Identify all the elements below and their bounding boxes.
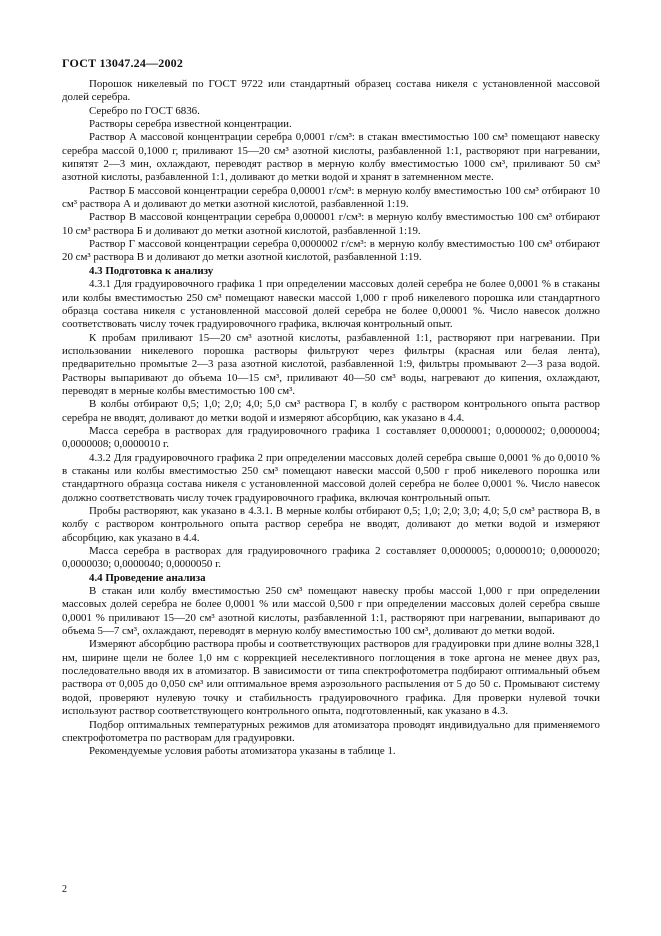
paragraph-samples-dissolve: Пробы растворяют, как указано в 4.3.1. В мерные колбы отбирают 0,5; 1,0; 2,0; 3,0; 4,0; 5,0 см³ раствора В, в колбу с раствором контрольного опыта раствор серебра не вводят, доливают до метки водой и измеряют абсорбцию, как указано в 4.4. <box>62 505 600 544</box>
paragraph-4-3-2: 4.3.2 Для градуировочного графика 2 при определении массовых долей серебра свыше 0,0001 % до 0,0010 % в стаканы или колбы вместимостью 250 см³ помещают навески массой 0,500 г проб никелевого порошка или стандартного образца состава никеля с установленной массовой долей серебра не более 0,0001 %. Число навесок должно соответствовать числу точек градуировочного графика, включая контрольный опыт. <box>62 451 600 504</box>
paragraph-recommended-conditions: Рекомендуемые условия работы атомизатора указаны в таблице 1. <box>89 745 396 758</box>
paragraph-nickel-powder: Порошок никелевый по ГОСТ 9722 или стандартный образец состава никеля с установленной массовой долей серебра. <box>62 78 600 104</box>
document-header: ГОСТ 13047.24—2002 <box>62 56 184 70</box>
paragraph-silver: Серебро по ГОСТ 6836. <box>89 104 200 117</box>
section-heading-4-4: 4.4 Проведение анализа <box>89 571 206 584</box>
paragraph-solution-b: Раствор Б массовой концентрации серебра 0,00001 г/см³: в мерную колбу вместимостью 100 см³ отбирают 10 см³ раствора А и доливают до метки азотной кислотой, разбавленной 1:19. <box>62 184 600 211</box>
document-body <box>62 78 600 759</box>
paragraph-sample-preparation: В стакан или колбу вместимостью 250 см³ помещают навеску пробы массой 1,000 г при определении массовых долей серебра не более 0,0001 % или массой 0,500 г при определении массовых долей серебра свыше 0,0001 % приливают 15—20 см³ азотной кислоты, разбавленной 1:1, растворяют при нагревании, выпаривают до объема 5—7 см³, охлаждают, переводят в мерную колбу вместимостью 100 см³, доливают до метки водой. <box>62 585 600 638</box>
paragraph-solution-v: Раствор В массовой концентрации серебра 0,000001 г/см³: в мерную колбу вместимостью 100 см³ отбирают 10 см³ раствора Б и доливают до метки азотной кислотой, разбавленной 1:19. <box>62 211 600 237</box>
section-heading-4-3: 4.3 Подготовка к анализу <box>89 264 214 277</box>
page-number: 2 <box>62 884 67 895</box>
paragraph-acid-dissolution: К пробам приливают 15—20 см³ азотной кислоты, разбавленной 1:1, растворяют при нагревании. При использовании никелевого порошка растворы фильтруют через фильтры (красная или белая лента), предварительно промытые 2—3 раза азотной кислотой, разбавленной 1:9, фильтры промывают 2—3 раза водой. Растворы выпаривают до объема 10—15 см³, приливают 40—50 см³ воды, нагревают до кипения, охлаждают, переводят в мерные колбы вместимостью 100 см³. <box>62 331 600 397</box>
paragraph-mass-graph-2: Масса серебра в растворах для градуировочного графика 2 составляет 0,0000005; 0,0000010; 0,0000020; 0,0000030; 0,0000040; 0,0000050 г. <box>62 545 600 571</box>
paragraph-silver-solutions: Растворы серебра известной концентрации. <box>89 118 292 131</box>
paragraph-temperature-modes: Подбор оптимальных температурных режимов для атомизатора проводят индивидуально для применяемого спектрофотометра по растворам для градуировки. <box>62 718 600 744</box>
paragraph-solution-g: Раствор Г массовой концентрации серебра 0,0000002 г/см³: в мерную колбу вместимостью 100 см³ отбирают 20 см³ раствора В и доливают до метки азотной кислотой, разбавленной 1:19. <box>62 238 600 264</box>
paragraph-mass-graph-1: Масса серебра в растворах для градуировочного графика 1 составляет 0,0000001; 0,0000002; 0,0000004; 0,0000008; 0,0000010 г. <box>62 424 600 451</box>
paragraph-absorbance-measurement: Измеряют абсорбцию раствора пробы и соответствующих растворов для градуировки при длине волны 328,1 нм, ширине щели не более 1,0 нм с коррекцией неселективного поглощения в токе аргона не менее двух раз, последовательно вводя их в атомизатор. В зависимости от типа спектрофотометра подбирают оптимальный объем раствора от 0,005 до 0,050 см³ или оптимальное время аэрозольного распыления от 5 до 50 с. Промывают систему водой, проверяют нулевую точку и стабильность градуировочного графика. Для проверки нулевой точки используют раствор соответствующего контрольного опыта, подготовленный, как указано в 4.3. <box>62 638 600 718</box>
paragraph-4-3-1: 4.3.1 Для градуировочного графика 1 при определении массовых долей серебра не более 0,0001 % в стаканы или колбы вместимостью 250 см³ помещают навески массой 1,000 г проб никелевого порошка или стандартного образца состава никеля с установленной массовой долей серебра не более 0,00001 %. Число навесок должно соответствовать числу точек градуировочного графика, включая контрольный опыт. <box>62 278 600 331</box>
paragraph-flasks-graph-1: В колбы отбирают 0,5; 1,0; 2,0; 4,0; 5,0 см³ раствора Г, в колбу с раствором контрольного опыта раствор серебра не вводят, доливают до метки водой и измеряют абсорбцию, как указано в 4.4. <box>62 398 600 424</box>
paragraph-solution-a: Раствор А массовой концентрации серебра 0,0001 г/см³: в стакан вместимостью 100 см³ помещают навеску серебра массой 0,1000 г, приливают 15—20 см³ азотной кислоты, разбавленной 1:1, растворяют при нагревании, кипятят 2—3 мин, охлаждают, переводят раствор в мерную колбу вместимостью 1000 см³, приливают 50 см³ азотной кислоты, разбавленной 1:1, доливают до метки водой и хранят в затемненном месте. <box>62 131 600 184</box>
